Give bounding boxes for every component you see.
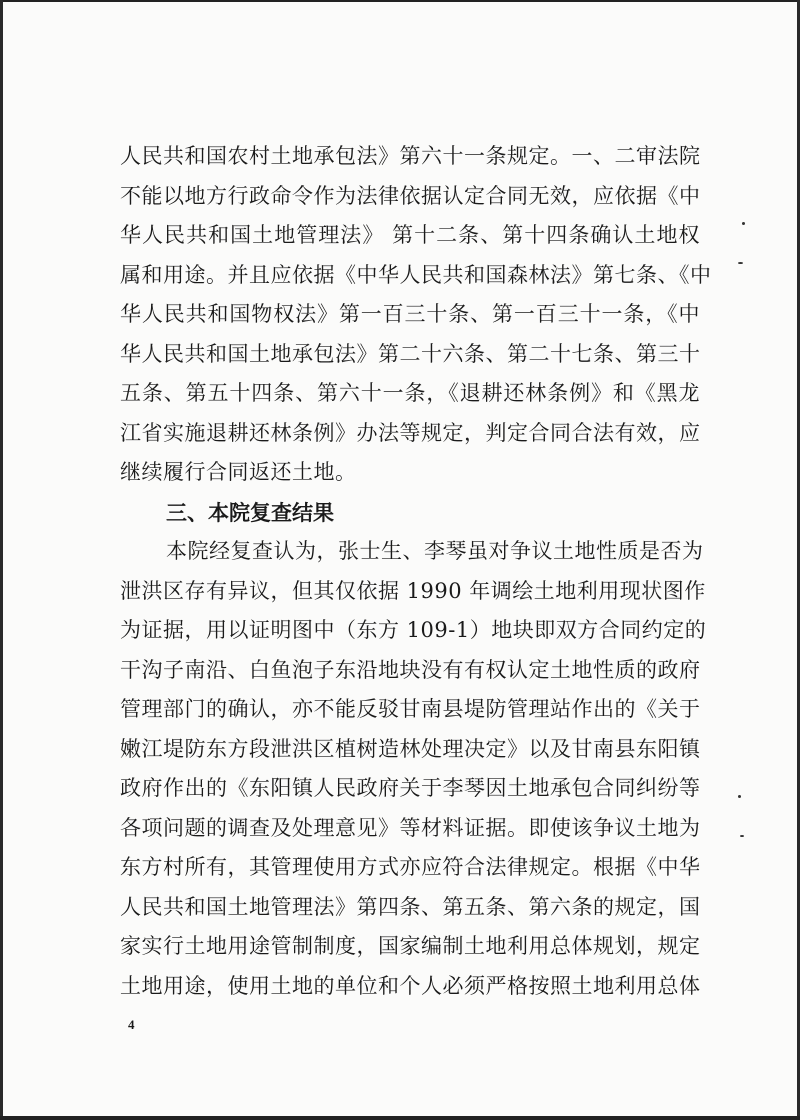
text-line: 继续履行合同返还土地。 [120,460,357,484]
text-line: 属和用途。并且应依据《中华人民共和国森林法》第七条、《中 [120,262,712,287]
text-line: 东方村所有，其管理使用方式亦应符合法律规定。根据《中华 [120,855,701,879]
text-line: 不能以地方行政命令作为法律依据认定合同无效，应依据《中 [120,183,701,208]
text-line: 嫩江堤防东方段泄洪区植树造林处理决定》以及甘南县东阳镇 [120,736,701,761]
text-line: 华人民共和国土地承包法》第二十六条、第二十七条、第三十 [120,341,701,366]
scan-border-bottom [0,1116,800,1120]
text-line: 各项问题的调查及处理意见》等材料证据。即使该争议土地为 [120,815,701,840]
scan-border-left [0,0,3,1120]
text-line: 五条、第五十四条、第六十一条，《退耕还林条例》和《黑龙 [120,381,700,405]
text-line: 人民共和国土地管理法》第四条、第五条、第六条的规定，国 [120,894,701,919]
page-number: 4 [128,1017,135,1032]
scan-border-top [0,0,800,2]
text-line: 干沟子南沿、白鱼泡子东沿地块没有有权认定土地性质的政府 [120,657,701,682]
text-line: 华人民共和国土地管理法》 第十二条、第十四条确认土地权 [120,223,700,247]
text-line: 本院经复查认为，张士生、李琴虽对争议土地性质是否为 [166,539,704,563]
text-line: 江省实施退耕还林条例》办法等规定，判定合同合法有效，应 [120,420,701,445]
text-line: 家实行土地用途管制制度，国家编制土地利用总体规划，规定 [120,934,701,958]
text-line: 土地用途，使用土地的单位和个人必须严格按照土地利用总体 [120,973,701,998]
text-line: 政府作出的《东阳镇人民政府关于李琴因土地承包合同纠纷等 [120,776,701,800]
text-line: 管理部门的确认，亦不能反驳甘南县堤防管理站作出的《关于 [120,697,701,721]
document-body [120,137,712,1006]
text-line: 人民共和国农村土地承包法》第六十一条规定。一、二审法院 [120,144,701,168]
section-heading: 三、本院复查结果 [166,499,334,525]
text-line: 泄洪区存有异议，但其仅依据 1990 年调绘土地利用现状图作 [120,578,706,603]
text-line: 华人民共和国物权法》第一百三十条、第一百三十一条，《中 [120,302,700,326]
text-line: 为证据，用以证明图中（东方 109-1）地块即双方合同约定的 [120,618,707,642]
